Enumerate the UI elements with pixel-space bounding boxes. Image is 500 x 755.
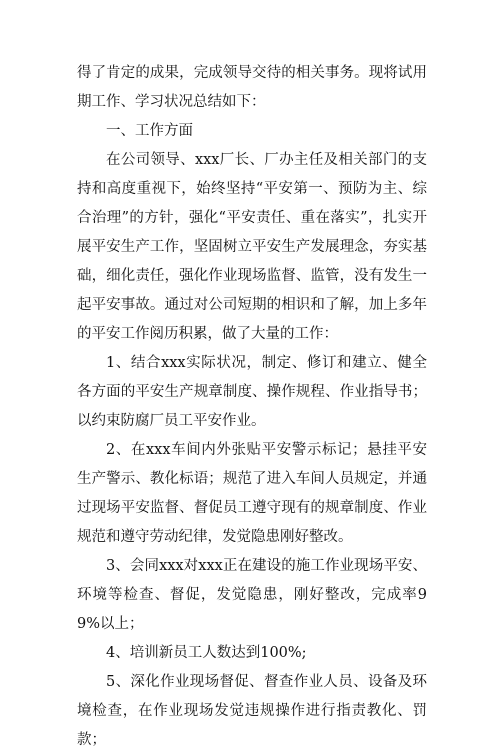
list-item-4: 4、培训新员工人数达到100%; <box>106 645 307 661</box>
paragraph-work-overview: 在公司领导、xxx厂长、厂办主任及相关部门的支持和高度重视下，始终坚持“平安第一、预防为主、综合治理”的方针，强化“平安责任、重在落实”，扎实开展平安生产工作，坚固树立平安生产发展理念，夯实基础，细化责任，强化作业现场监督、监管，没有发生一起平安事故。通过对公司短期的相识和了解，加上多年的平安工作阅历积累，做了大量的工作： <box>77 152 427 342</box>
list-item-5: 5、深化作业现场督促、督查作业人员、设备及环境检查，在作业现场发觉违规操作进行指责教化、罚款； <box>77 674 427 748</box>
section-heading-work: 一、工作方面 <box>106 123 193 139</box>
list-item-3: 3、会同xxx对xxx正在建设的施工作业现场平安、环境等检查、督促，发觉隐患，刚好整改，完成率99%以上； <box>77 558 427 632</box>
paragraph-intro-continuation: 得了肯定的成果，完成领导交待的相关事务。现将试用期工作、学习状况总结如下： <box>77 65 427 110</box>
list-item-2: 2、在xxx车间内外张贴平安警示标记；悬挂平安生产警示、教化标语；规范了进入车间人员规定，并通过现场平安监督、督促员工遵守现有的规章制度、作业规范和遵守劳动纪律，发觉隐患刚好整改。 <box>77 442 427 545</box>
document-body <box>77 59 427 755</box>
list-item-1: 1、结合xxx实际状况，制定、修订和建立、健全各方面的平安生产规章制度、操作规程、作业指导书；以约束防腐厂员工平安作业。 <box>77 355 427 429</box>
